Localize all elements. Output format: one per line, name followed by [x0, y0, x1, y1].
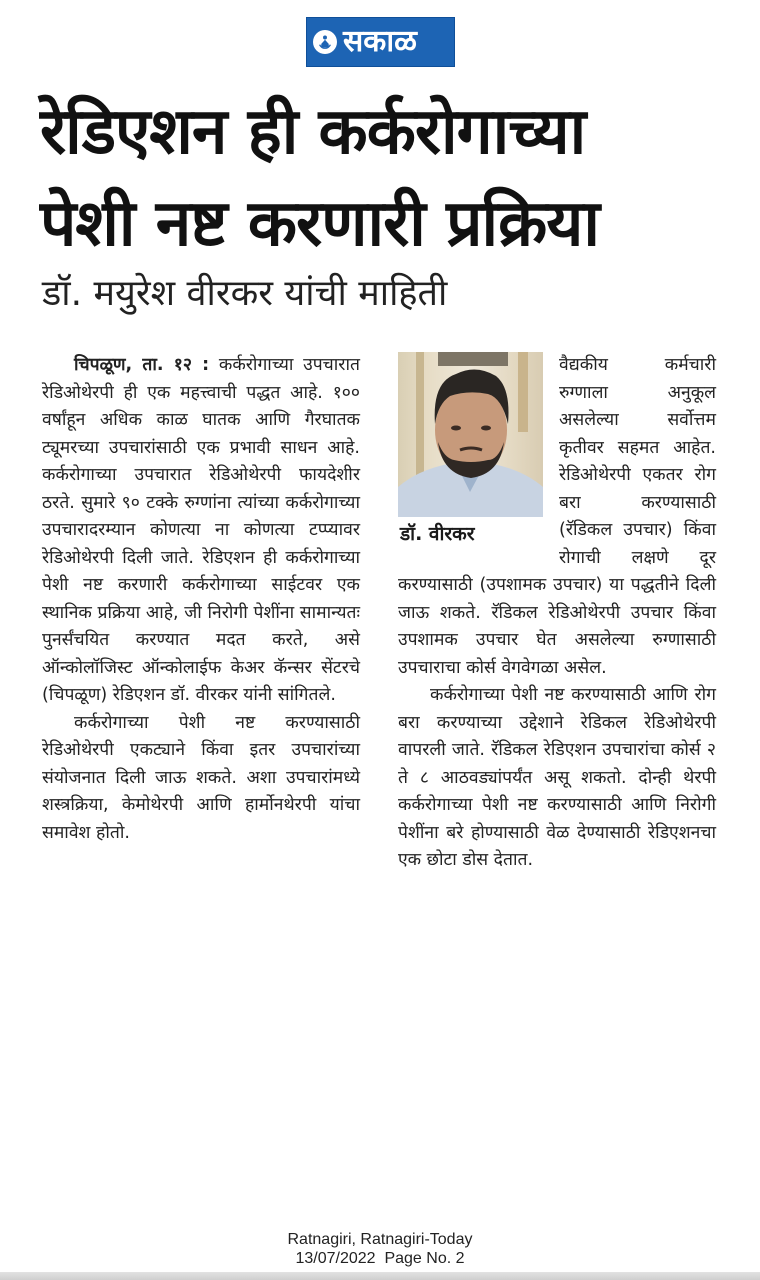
photo-caption: डॉ. वीरकर — [400, 523, 475, 545]
article-paragraph — [42, 352, 360, 710]
article-paragraph: कर्करोगाच्या पेशी नष्ट करण्यासाठी रेडिओथेरपी एकट्याने किंवा इतर उपचारांच्या संयोजनात दिली जाऊ शकते. अशा उपचारांमध्ये शस्त्रक्रिया, केमोथेरपी आणि हार्मोनथेरपी यांचा समावेश होतो. — [42, 712, 360, 843]
article-right-column — [398, 352, 716, 875]
article-headline — [40, 86, 720, 270]
masthead-title: सकाळ — [343, 24, 417, 59]
edition-label: Ratnagiri, Ratnagiri-Today — [287, 1231, 473, 1248]
person-portrait-icon — [398, 352, 543, 517]
dateline: चिपळूण, ता. १२ : — [74, 355, 210, 375]
photo-figure — [398, 352, 543, 551]
portrait-photo — [398, 352, 543, 517]
article-subheadline: डॉ. मयुरेश वीरकर यांची माहिती — [42, 273, 448, 314]
headline-line-1: रेडिएशन ही कर्करोगाच्या — [40, 95, 586, 169]
page-footer — [0, 1230, 760, 1268]
article-paragraph: वैद्यकीय कर्मचारी रुग्णाला अनुकूल असलेल्या सर्वोत्तम कृतीवर सहमत आहेत. रेडिओथेरपी एकतर रोग बरा करण्यासाठी (रॅडिकल उपचार) किंवा रोगाची लक्षणे दूर करण्यासाठी (उपशामक उपचार) या पद्धतीने दिली जाऊ शकते. रॅडिकल रेडिओथेरपी उपचार किंवा उपशामक उपचार घेत असलेल्या रुग्णासाठी उपचाराचा कोर्स वेगवेगळा असेल. — [398, 355, 716, 678]
date-page-label: 13/07/2022 Page No. 2 — [295, 1250, 465, 1267]
headline-line-2: पेशी नष्ट करणारी प्रक्रिया — [40, 187, 599, 261]
article-paragraph: कर्करोगाच्या पेशी नष्ट करण्यासाठी आणि रोग बरा करण्याच्या उद्देशाने रेडिकल रेडिओथेरपी वापरली जाते. रॅडिकल रेडिएशन उपचारांचा कोर्स २ ते ८ आठवड्यांपर्यंत असू शकतो. दोन्ही थेरपी कर्करोगाच्या पेशी नष्ट करण्यासाठी आणि निरोगी पेशींना बरे होण्यासाठी वेळ देण्यासाठी रेडिएशनचा एक छोटा डोस देतात. — [398, 685, 716, 870]
sakal-emblem-icon — [313, 30, 337, 54]
bottom-edge-divider — [0, 1272, 760, 1280]
newspaper-masthead — [306, 17, 455, 67]
article-left-column — [42, 352, 360, 847]
paragraph-text: कर्करोगाच्या उपचारात रेडिओथेरपी ही एक महत्त्वाची पद्धत आहे. १०० वर्षांहून अधिक काळ घातक आणि गैरघातक ट्यूमरच्या उपचारांसाठी एक प्रभावी साधन आहे. कर्करोगाच्या उपचारात रेडिओथेरपी फायदेशीर ठरते. सुमारे ९० टक्के रुग्णांना त्यांच्या कर्करोगाच्या उपचारादरम्यान कोणत्या ना कोणत्या टप्प्यावर रेडिओथेरपी दिली जाते. रेडिएशन ही कर्करोगाच्या पेशी नष्ट करणारी कर्करोगाच्या साईटवर एक स्थानिक प्रक्रिया आहे, जी निरोगी पेशींना सामान्यतः पुनर्संचयित करण्यात मदत करते, असे ऑन्कोलॉजिस्ट ऑन्कोलाईफ केअर कॅन्सर सेंटरचे (चिपळूण) रेडिएशन डॉ. वीरकर यांनी सांगितले. — [42, 355, 360, 705]
